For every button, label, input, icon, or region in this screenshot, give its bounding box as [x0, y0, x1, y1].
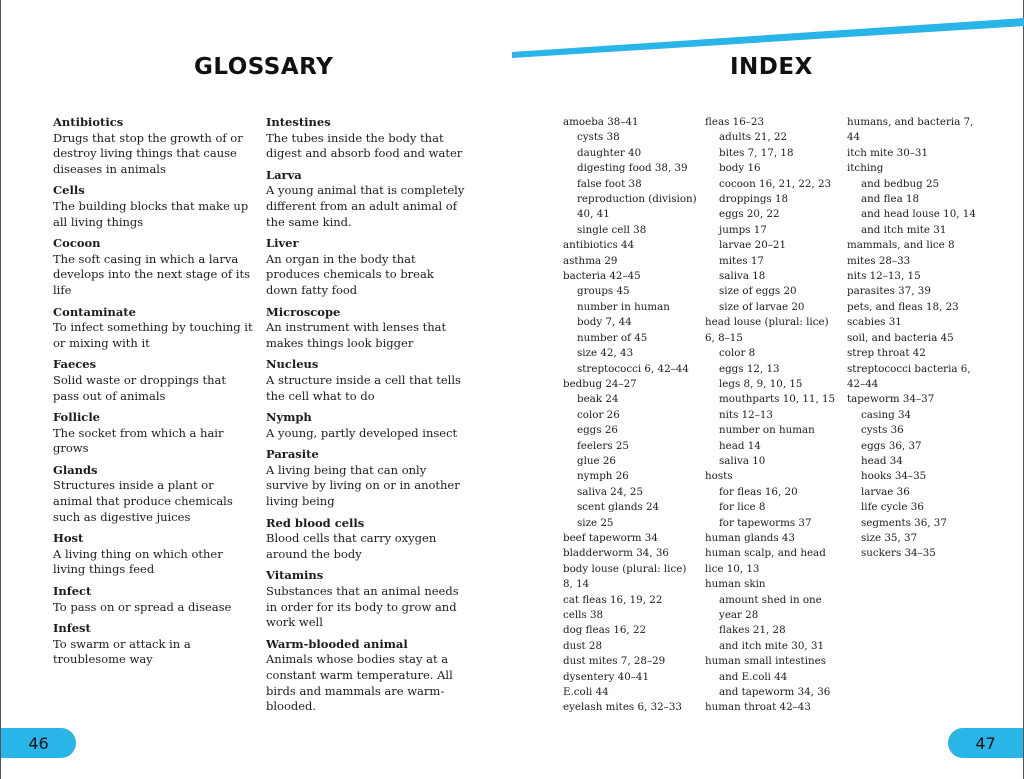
- glossary-definition: A structure inside a cell that tells the cell what to do: [266, 372, 461, 403]
- index-entry: mites 28–33: [847, 254, 911, 267]
- index-entry: streptococci bacteria 6, 42–44: [847, 362, 971, 390]
- glossary-entry: [53, 463, 253, 525]
- glossary-entry: [53, 410, 253, 457]
- index-subentry: size 35, 37: [861, 531, 918, 544]
- index-subentry: and itch mite 31: [861, 223, 947, 236]
- index-entry: fleas 16–23: [705, 116, 765, 128]
- glossary-definition: To swarm or attack in a troublesome way: [53, 636, 191, 667]
- index-subentry: groups 45: [577, 285, 630, 298]
- index-entry: human skin: [705, 578, 766, 591]
- index-subentry: mouthparts 10, 11, 15: [719, 393, 836, 406]
- glossary-entry: [53, 236, 253, 298]
- index-subentry: nymph 26: [577, 470, 629, 483]
- index-subentry: and flea 18: [861, 193, 920, 206]
- glossary-entry: [53, 621, 253, 668]
- glossary-definition: Drugs that stop the growth of or destroy living things that cause diseases in animals: [53, 130, 243, 176]
- glossary-definition: An instrument with lenses that makes things look bigger: [266, 320, 447, 350]
- index-subentry: reproduction (division) 40, 41: [577, 193, 697, 221]
- index-entry: hosts: [705, 470, 733, 483]
- index-subentry: adults 21, 22: [719, 131, 788, 144]
- index-subentry: false foot 38: [577, 177, 642, 190]
- index-heading: INDEX: [730, 54, 813, 80]
- glossary-entry: [266, 305, 466, 352]
- index-subentry: daughter 40: [577, 146, 642, 159]
- glossary-definition: Solid waste or droppings that pass out of animals: [53, 372, 226, 403]
- index-subentry: streptococci 6, 42–44: [577, 362, 689, 375]
- index-subentry: jumps 17: [719, 223, 767, 236]
- index-entry: E.coli 44: [563, 686, 609, 699]
- index-entry: amoeba 38–41: [563, 116, 639, 128]
- glossary-entry: [266, 637, 466, 715]
- index-subentry: size of larvae 20: [719, 300, 805, 313]
- index-entry: bacteria 42–45: [563, 270, 641, 283]
- index-entry: body louse (plural: lice) 8, 14: [563, 562, 687, 591]
- page-number-right: 47: [948, 728, 1023, 758]
- index-entry: bladderworm 34, 36: [563, 547, 669, 560]
- glossary-definition: To infect something by touching it or mixing with it: [53, 320, 253, 350]
- index-entry: cat fleas 16, 19, 22: [563, 593, 663, 606]
- glossary-term: Antibiotics: [53, 115, 124, 129]
- glossary-definition: Substances that an animal needs in order for its body to grow and work well: [266, 584, 459, 630]
- index-subentry: legs 8, 9, 10, 15: [719, 377, 803, 390]
- index-subentry: mites 17: [719, 254, 764, 267]
- index-subentry: larvae 36: [861, 485, 910, 498]
- index-entry: dust mites 7, 28–29: [563, 655, 666, 668]
- glossary-entry: [266, 410, 466, 441]
- glossary-term: Cells: [53, 183, 85, 198]
- index-subentry: saliva 10: [719, 454, 766, 467]
- index-subentry: glue 26: [577, 454, 616, 467]
- index-subentry: and E.coli 44: [719, 670, 788, 683]
- index-entry: beef tapeworm 34: [563, 531, 658, 544]
- glossary-column-2: [266, 115, 466, 715]
- index-subentry: beak 24: [577, 393, 619, 406]
- index-subentry: segments 36, 37: [861, 516, 947, 529]
- accent-stripe: [512, 0, 1024, 60]
- glossary-entry: [53, 584, 253, 615]
- index-subentry: for lice 8: [719, 501, 766, 514]
- index-entry: scabies 31: [847, 316, 902, 329]
- index-subentry: eggs 36, 37: [861, 439, 922, 452]
- glossary-entry: [266, 168, 466, 230]
- index-subentry: eggs 26: [577, 424, 618, 437]
- index-subentry: single cell 38: [577, 223, 647, 236]
- glossary-term: Red blood cells: [266, 515, 365, 530]
- glossary-term: Cocoon: [53, 236, 101, 251]
- glossary-entry: [53, 531, 253, 578]
- index-entry: antibiotics 44: [563, 239, 635, 252]
- glossary-term: Intestines: [266, 115, 331, 129]
- index-subentry: feelers 25: [577, 439, 629, 452]
- glossary-definition: The building blocks that make up all living things: [53, 198, 249, 229]
- glossary-entry: [53, 357, 253, 404]
- index-entry: bedbug 24–27: [563, 377, 637, 390]
- index-subentry: body 16: [719, 162, 761, 175]
- index-subentry: hooks 34–35: [861, 470, 927, 483]
- index-subentry: and tapeworm 34, 36: [719, 686, 831, 699]
- index-entry: eyelash mites 6, 32–33: [563, 701, 682, 714]
- glossary-term: Liver: [266, 236, 299, 251]
- index-entry: dog fleas 16, 22: [563, 624, 647, 637]
- index-subentry: suckers 34–35: [861, 547, 936, 560]
- index-subentry: flakes 21, 28: [719, 624, 786, 637]
- index-entry: humans, and bacteria 7, 44: [847, 116, 974, 144]
- glossary-term: Contaminate: [53, 304, 136, 319]
- index-subentry: size of eggs 20: [719, 285, 797, 298]
- glossary-definition: The soft casing in which a larva develops into the next stage of its life: [53, 251, 250, 297]
- index-subentry: head 34: [861, 454, 903, 467]
- glossary-term: Warm-blooded animal: [266, 636, 408, 651]
- index-subentry: nits 12–13: [719, 408, 773, 421]
- index-subentry: number of 45: [577, 331, 648, 344]
- glossary-term: Nymph: [266, 410, 312, 425]
- glossary-column-1: [53, 115, 253, 668]
- index-entry: human glands 43: [705, 531, 795, 544]
- index-entry: human small intestines: [705, 655, 826, 668]
- glossary-definition: A young animal that is completely different from an adult animal of the same kind.: [266, 183, 465, 229]
- glossary-entry: [266, 516, 466, 563]
- glossary-definition: An organ in the body that produces chemicals to break down fatty food: [266, 251, 434, 297]
- index-subentry: larvae 20–21: [719, 239, 787, 252]
- index-entry: itching: [847, 162, 884, 175]
- index-subentry: color 26: [577, 408, 620, 421]
- index-subentry: number in human body 7, 44: [577, 300, 670, 329]
- glossary-definition: The socket from which a hair grows: [53, 425, 224, 456]
- glossary-heading: GLOSSARY: [194, 54, 334, 80]
- index-subentry: color 8: [719, 347, 756, 360]
- glossary-term: Glands: [53, 462, 98, 477]
- index-entry: parasites 37, 39: [847, 285, 931, 298]
- glossary-term: Nucleus: [266, 357, 319, 372]
- glossary-definition: A living thing on which other living things feed: [53, 546, 223, 577]
- index-column-3: [847, 115, 982, 562]
- glossary-definition: The tubes inside the body that digest and absorb food and water: [266, 130, 463, 161]
- index-entry: human throat 42–43: [705, 701, 811, 714]
- index-entry: asthma 29: [563, 254, 618, 267]
- index-subentry: size 25: [577, 516, 614, 529]
- index-subentry: eggs 20, 22: [719, 208, 780, 221]
- index-subentry: casing 34: [861, 408, 912, 421]
- index-subentry: for fleas 16, 20: [719, 485, 798, 498]
- index-column-1: [563, 115, 698, 716]
- index-subentry: saliva 18: [719, 270, 766, 283]
- index-entry: soil, and bacteria 45: [847, 331, 954, 344]
- index-column-2: [705, 115, 840, 716]
- glossary-definition: Animals whose bodies stay at a constant warm temperature. All birds and mammals are warm-blooded.: [266, 652, 453, 714]
- index-subentry: bites 7, 17, 18: [719, 146, 794, 159]
- index-subentry: saliva 24, 25: [577, 485, 643, 498]
- glossary-entry: [266, 568, 466, 630]
- index-entry: pets, and fleas 18, 23: [847, 300, 959, 313]
- glossary-entry: [53, 115, 253, 177]
- glossary-term: Microscope: [266, 304, 341, 319]
- index-subentry: eggs 12, 13: [719, 362, 780, 375]
- index-subentry: size 42, 43: [577, 347, 634, 360]
- index-subentry: number on human head 14: [719, 424, 815, 452]
- right-page: [512, 0, 1024, 779]
- index-subentry: and bedbug 25: [861, 177, 940, 190]
- glossary-term: Vitamins: [266, 568, 324, 583]
- index-subentry: cysts 38: [577, 131, 620, 144]
- glossary-definition: Structures inside a plant or animal that produce chemicals such as digestive juices: [53, 478, 233, 524]
- index-entry: tapeworm 34–37: [847, 393, 935, 406]
- glossary-term: Infect: [53, 584, 92, 599]
- index-entry: itch mite 30–31: [847, 146, 929, 159]
- index-subentry: cysts 36: [861, 424, 904, 437]
- glossary-term: Faeces: [53, 357, 97, 372]
- index-subentry: scent glands 24: [577, 501, 660, 514]
- glossary-definition: A young, partly developed insect: [266, 425, 458, 440]
- index-subentry: life cycle 36: [861, 501, 924, 514]
- index-entry: strep throat 42: [847, 347, 926, 360]
- index-subentry: and itch mite 30, 31: [719, 639, 825, 652]
- index-entry: human scalp, and head lice 10, 13: [705, 547, 826, 575]
- glossary-term: Host: [53, 531, 84, 546]
- glossary-entry: [266, 115, 466, 162]
- index-subentry: digesting food 38, 39: [577, 162, 688, 175]
- index-entry: cells 38: [563, 609, 604, 621]
- index-subentry: for tapeworms 37: [719, 516, 812, 529]
- glossary-entry: [266, 236, 466, 298]
- glossary-entry: [266, 357, 466, 404]
- index-entry: mammals, and lice 8: [847, 239, 955, 252]
- index-entry: nits 12–13, 15: [847, 270, 921, 283]
- index-subentry: droppings 18: [719, 193, 789, 206]
- page-number-left: 46: [1, 728, 76, 758]
- glossary-definition: A living being that can only survive by living on or in another living being: [266, 462, 460, 509]
- glossary-term: Parasite: [266, 447, 319, 462]
- index-entry: dysentery 40–41: [563, 670, 650, 683]
- glossary-definition: Blood cells that carry oxygen around the body: [266, 531, 437, 561]
- glossary-entry: [266, 447, 466, 509]
- index-subentry: amount shed in one year 28: [719, 593, 822, 621]
- index-subentry: cocoon 16, 21, 22, 23: [719, 177, 832, 190]
- glossary-definition: To pass on or spread a disease: [53, 599, 232, 614]
- index-subentry: and head louse 10, 14: [861, 208, 976, 221]
- index-entry: dust 28: [563, 639, 603, 652]
- glossary-entry: [53, 305, 253, 352]
- glossary-term: Infest: [53, 621, 91, 636]
- glossary-term: Follicle: [53, 410, 100, 425]
- index-entry: head louse (plural: lice) 6, 8–15: [705, 316, 829, 344]
- glossary-term: Larva: [266, 167, 302, 182]
- glossary-entry: [53, 183, 253, 230]
